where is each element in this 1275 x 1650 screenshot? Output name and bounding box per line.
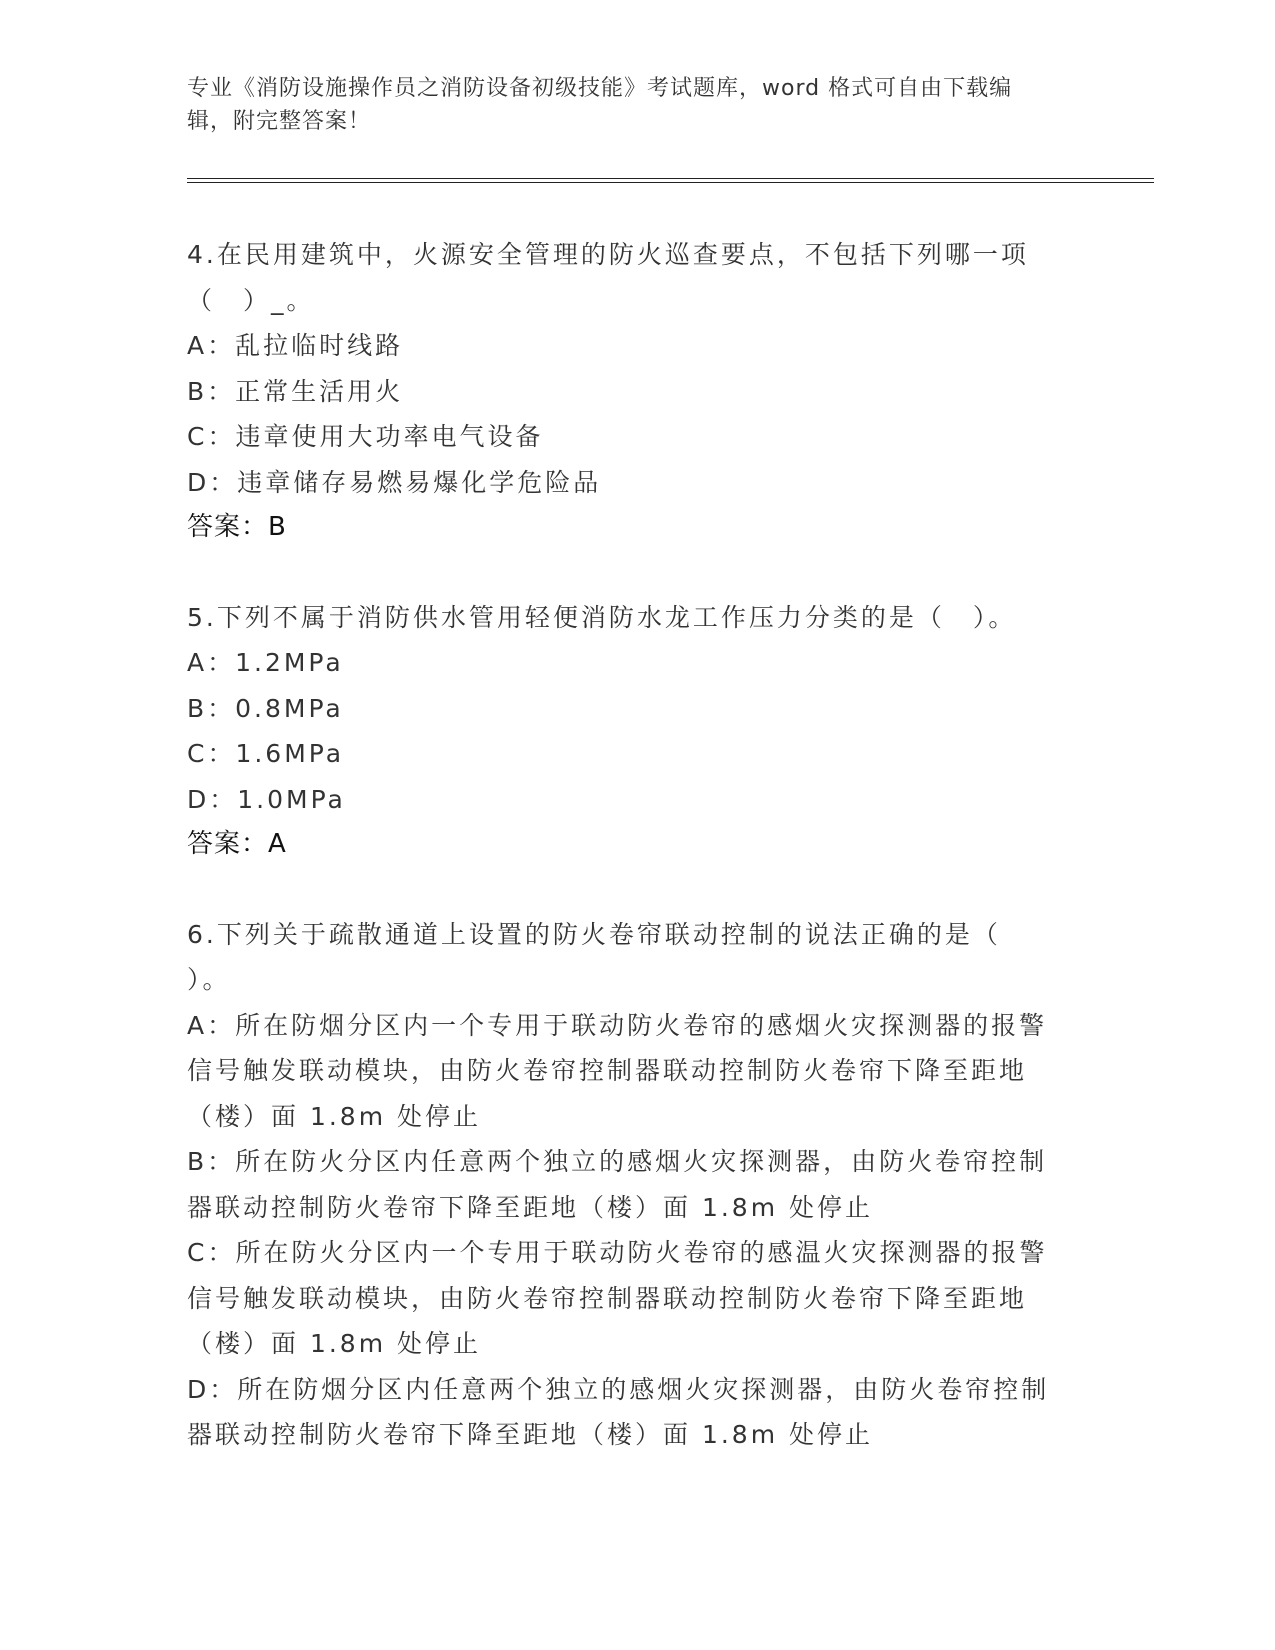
question-stem xyxy=(187,912,1087,1003)
option-line: C：违章使用大功率电气设备 xyxy=(187,422,544,451)
question-stem-line: 4.在民用建筑中，火源安全管理的防火巡查要点，不包括下列哪一项 xyxy=(187,240,1029,269)
question-4 xyxy=(187,232,1087,551)
question-stem xyxy=(187,595,1087,641)
answer-label: 答案：B xyxy=(187,512,287,542)
option-c xyxy=(187,731,1087,777)
option-line: 器联动控制防火卷帘下降至距地（楼）面 1.8m 处停止 xyxy=(187,1420,874,1449)
option-line: B：所在防火分区内任意两个独立的感烟火灾探测器，由防火卷帘控制 xyxy=(187,1147,1048,1176)
option-a xyxy=(187,323,1087,369)
option-c xyxy=(187,414,1087,460)
option-line: D：1.0MPa xyxy=(187,784,346,814)
header-divider xyxy=(187,178,1154,183)
question-stem-line: ）。 xyxy=(187,965,231,994)
option-b xyxy=(187,686,1087,732)
question-5 xyxy=(187,595,1087,868)
option-c xyxy=(187,1230,1087,1367)
option-d xyxy=(187,777,1087,823)
option-a xyxy=(187,1003,1087,1140)
document-header xyxy=(187,72,1067,138)
option-line: A：乱拉临时线路 xyxy=(187,331,404,360)
option-line: （楼）面 1.8m 处停止 xyxy=(187,1101,482,1131)
header-line: 辑，附完整答案！ xyxy=(187,109,372,134)
option-d xyxy=(187,460,1087,506)
option-line: C：1.6MPa xyxy=(187,739,345,768)
option-line: 信号触发联动模块，由防火卷帘控制器联动控制防火卷帘下降至距地 xyxy=(187,1056,1028,1085)
option-b xyxy=(187,369,1087,415)
question-list xyxy=(187,232,1087,1458)
option-line: B：0.8MPa xyxy=(187,693,344,723)
option-line: （楼）面 1.8m 处停止 xyxy=(187,1329,482,1358)
question-stem-line: （ ）_。 xyxy=(187,285,315,315)
header-line: 专业《消防设施操作员之消防设备初级技能》考试题库，word 格式可自由下载编 xyxy=(187,76,1013,101)
option-d xyxy=(187,1367,1087,1458)
option-line: 器联动控制防火卷帘下降至距地（楼）面 1.8m 处停止 xyxy=(187,1192,874,1222)
question-stem-line: 5.下列不属于消防供水管用轻便消防水龙工作压力分类的是（ ）。 xyxy=(187,602,1017,632)
option-a xyxy=(187,640,1087,686)
question-stem-line: 6.下列关于疏散通道上设置的防火卷帘联动控制的说法正确的是（ xyxy=(187,919,1001,949)
option-line: 信号触发联动模块，由防火卷帘控制器联动控制防火卷帘下降至距地 xyxy=(187,1283,1028,1313)
question-6 xyxy=(187,912,1087,1458)
answer-label: 答案：A xyxy=(187,829,287,859)
option-line: D：所在防烟分区内任意两个独立的感烟火灾探测器，由防火卷帘控制 xyxy=(187,1374,1050,1404)
option-line: B：正常生活用火 xyxy=(187,376,404,406)
question-spacer xyxy=(187,551,1087,595)
question-stem xyxy=(187,232,1087,323)
option-line: A：所在防烟分区内一个专用于联动防火卷帘的感烟火灾探测器的报警 xyxy=(187,1010,1048,1040)
option-b xyxy=(187,1139,1087,1230)
option-line: D：违章储存易燃易爆化学危险品 xyxy=(187,467,602,497)
question-spacer xyxy=(187,868,1087,912)
option-line: C：所在防火分区内一个专用于联动防火卷帘的感温火灾探测器的报警 xyxy=(187,1238,1048,1267)
option-line: A：1.2MPa xyxy=(187,648,344,677)
